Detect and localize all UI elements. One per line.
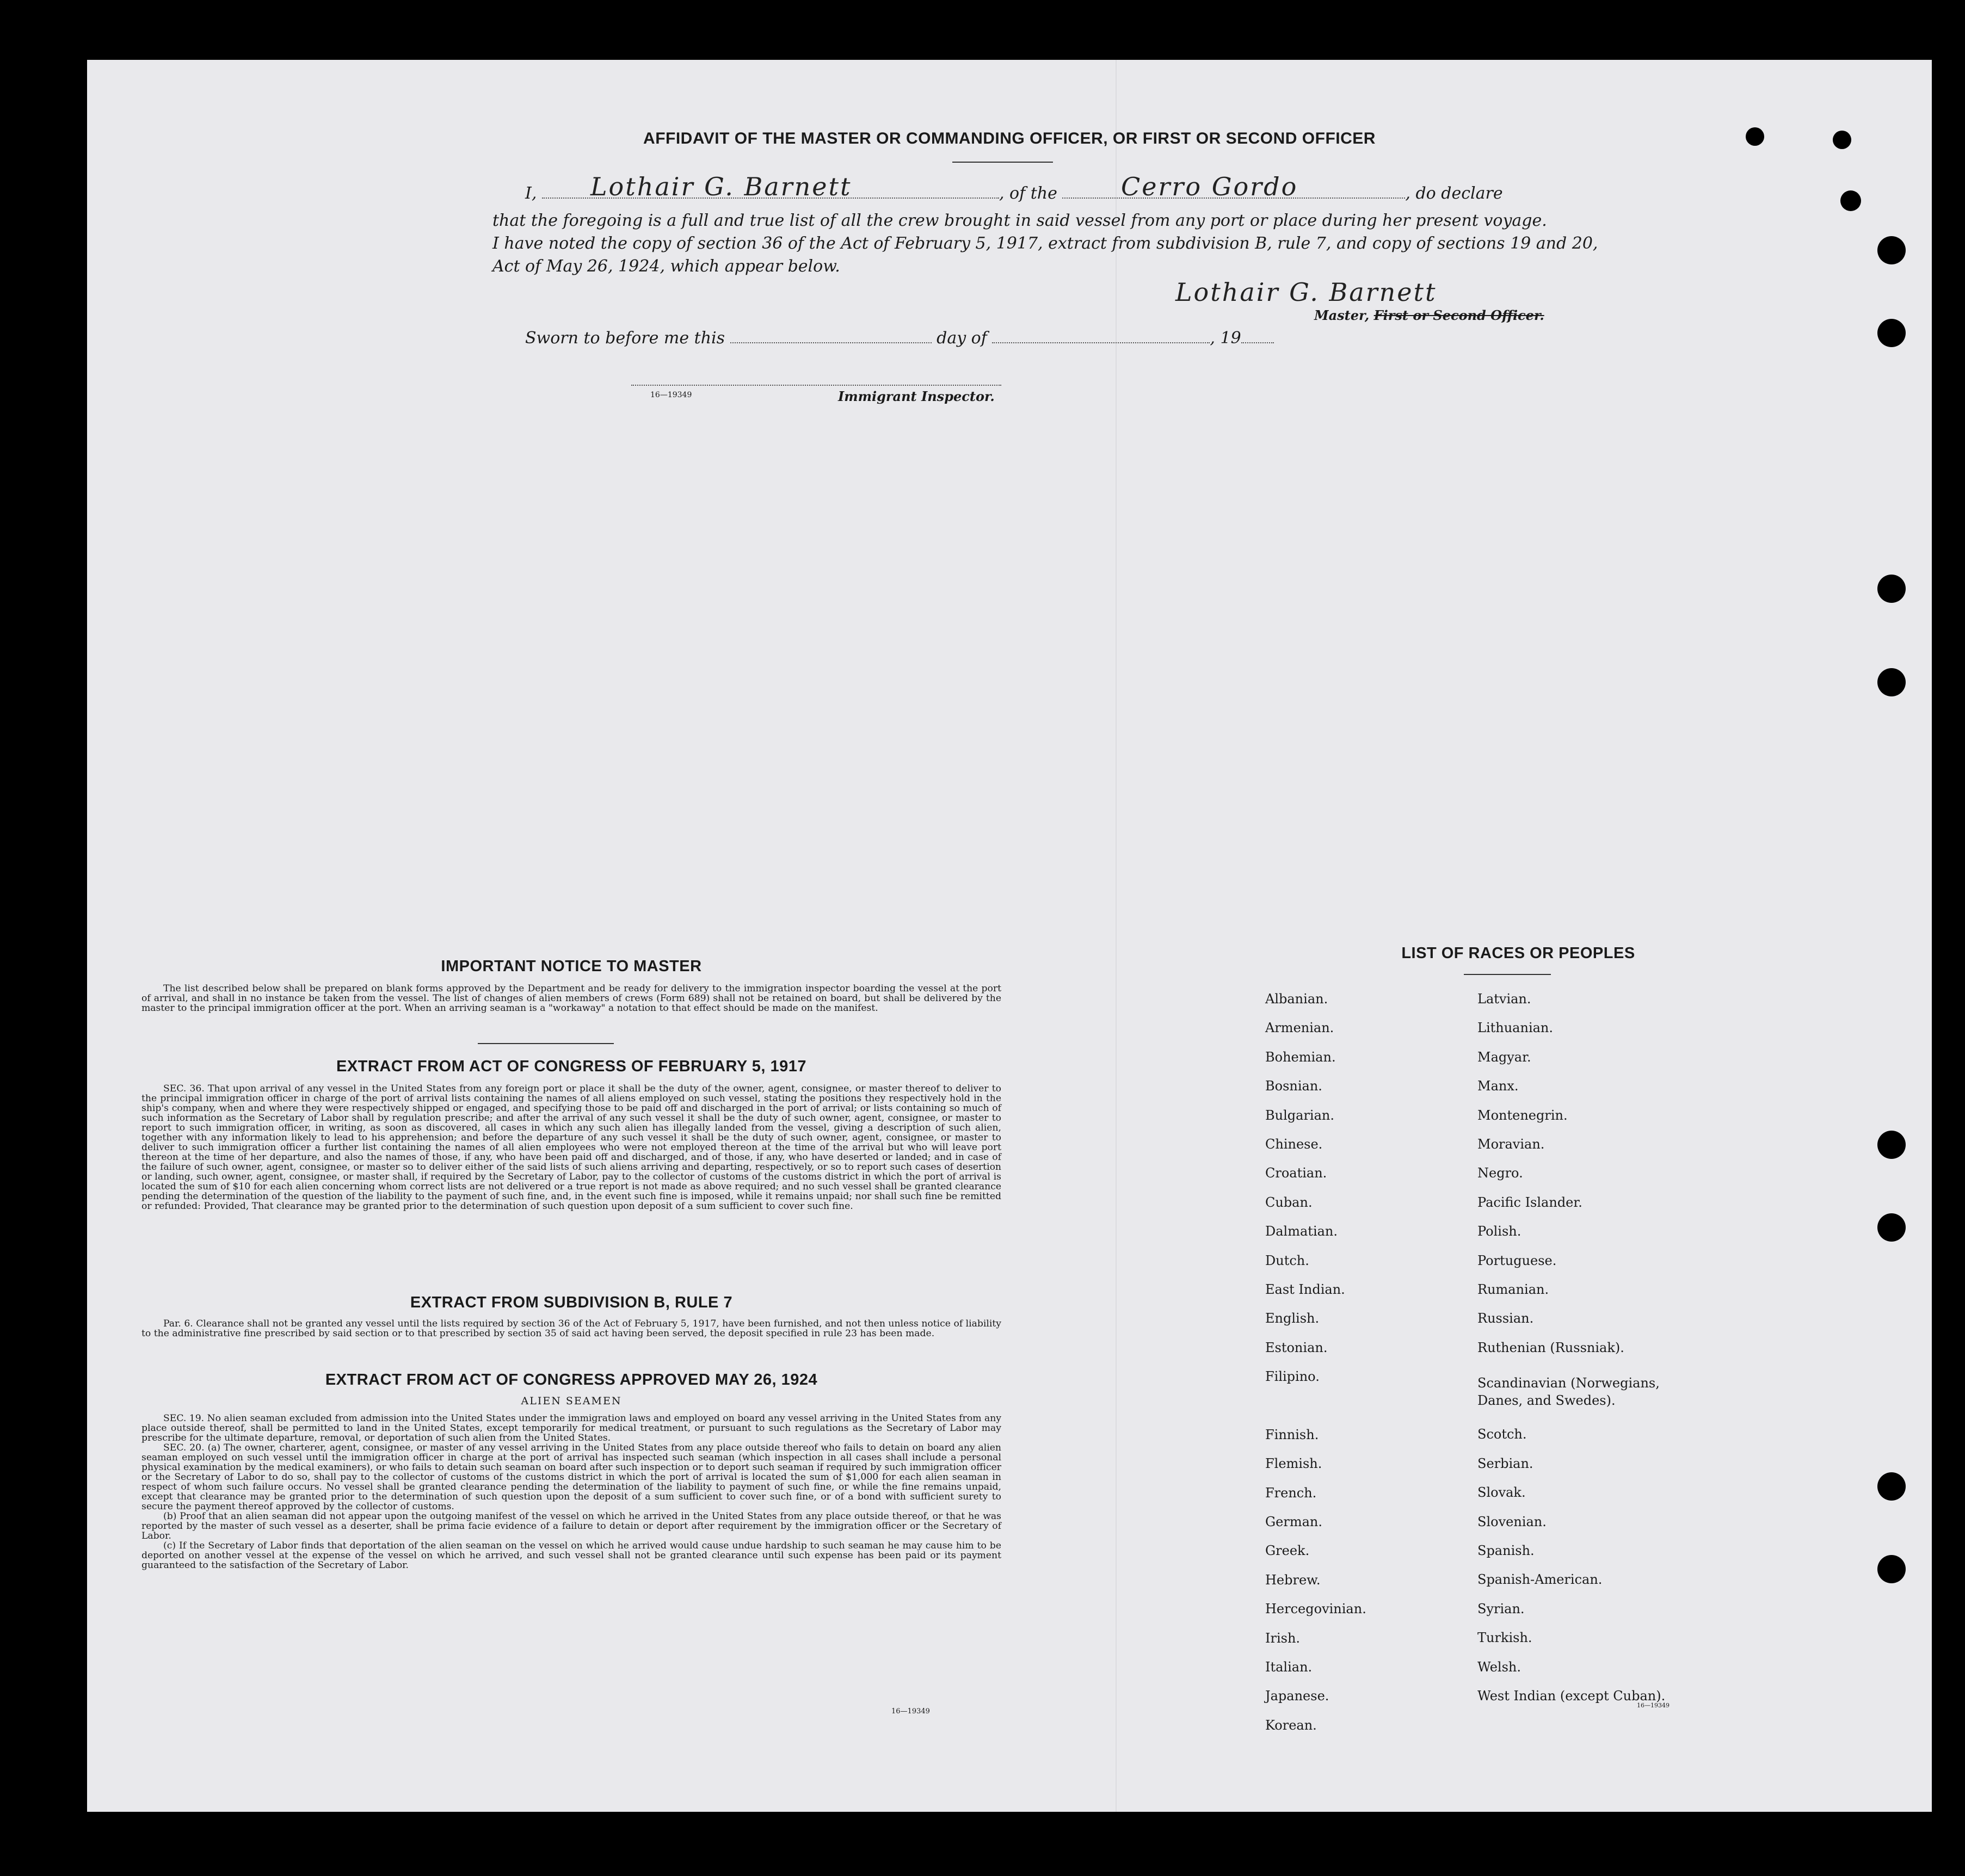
race-item: Finnish. [1265,1427,1319,1442]
race-item: Estonian. [1265,1340,1328,1355]
race-item: Irish. [1265,1630,1301,1646]
punch-hole [1877,1472,1906,1501]
race-item: Hercegovinian. [1265,1601,1366,1617]
notice-text [141,984,1001,1013]
act-1924-subtitle: ALIEN SEAMEN [521,1395,622,1407]
line1-middle: , of the [999,184,1057,203]
race-item: Rumanian. [1477,1282,1549,1298]
race-item: Spanish-American. [1477,1572,1603,1588]
sworn-month-field [992,342,1210,343]
act-1924-text [141,1414,1001,1570]
act-1917-text [141,1084,1001,1211]
sworn-day: day of [937,329,987,348]
page-fold [1116,60,1117,1812]
races-title-rule [1464,974,1551,975]
manifest-page [87,60,1932,1812]
section-rule [478,1043,614,1044]
race-item: Turkish. [1477,1630,1532,1646]
punch-hole [1840,190,1861,211]
race-item: Cuban. [1265,1194,1313,1210]
race-item: Filipino. [1265,1369,1320,1385]
race-item: Negro. [1477,1165,1523,1181]
act-1924-sec20b: (b) Proof that an alien seaman did not appear upon the outgoing manifest of the vessel on which he arrived in the United States from any place outside thereof, or that he was reported by the master of such vessel as a deserter, shall be prima facie evidence of a failure to detain or deport after requirement by the immigration officer or the Secretary of Labor. [141,1511,1001,1541]
sworn-year-field [1241,342,1274,343]
race-item: Italian. [1265,1659,1313,1675]
race-item: Scotch. [1477,1427,1527,1442]
act-1917-sec36: SEC. 36. That upon arrival of any vessel in the United States from any foreign port or place it shall be the duty of the owner, agent, consignee, or master thereof to deliver to the principal immigration officer in charge of the port of arrival lists containing the names of all aliens employed on such vessel, stating the positions they respectively hold in the ship's company, when and where they were respectively shipped or engaged, and specifying those to be paid off and discharged in the port of arrival; or lists containing so much of such information as the Secretary of Labor shall by regulation prescribe; and after the arrival of any such vessel it shall be the duty of such owner, agent, consignee, or master to report to such immigration officer, in writing, as soon as discovered, all cases in which any such alien has illegally landed from the vessel, giving a description of such alien, together with any information likely to lead to his apprehension; and before the departure of any such vessel it shall be the duty of such owner, agent, consignee, or master to deliver to such immigration officer a further list containing the names of all alien employees who were not employed thereon at the time of the arrival but who will leave port thereon at the time of her departure, and also the names of those, if any, who have been paid off and discharged, and of those, if any, who have deserted or landed; and in case of the failure of such owner, agent, consignee, or master so to deliver either of the said lists of such aliens arriving and departing, respectively, or so to report such cases of desertion or landing, such owner, agent, consignee, or master shall, if required by the Secretary of Labor, pay to the collector of customs of the customs district in which the port of arrival is located the sum of $10 for each alien concerning whom correct lists are not delivered or a true report is not made as above required; and no such vessel shall be granted clearance pending the determination of the question of the liability to the payment of such fine, and, in the event such fine is imposed, while it remains unpaid; nor shall such fine be remitted or refunded: Provided, That clearance may be granted prior to the determination of such question upon deposit of a sum sufficient to cover such fine. [141,1083,1001,1212]
race-item: Welsh. [1477,1659,1521,1675]
race-item: Magyar. [1477,1049,1531,1065]
race-item: Hebrew. [1265,1572,1321,1588]
declarant-name: Lothair G. Barnett [590,172,852,201]
race-item: Korean. [1265,1717,1317,1733]
race-item: Pacific Islander. [1477,1194,1582,1210]
race-item: Russian. [1477,1311,1534,1326]
act-1924-sec20c: (c) If the Secretary of Labor finds that deportation of the alien seaman on the vessel on which he arrived would cause undue hardship to such seaman he may cause him to be deported on another vessel at the expense of the vessel on which he arrived, and such vessel shall not be granted clearance until such expense has been paid or its payment guaranteed to the satisfaction of the Secretary of Labor. [141,1540,1001,1571]
rule7-title: EXTRACT FROM SUBDIVISION B, RULE 7 [410,1294,733,1311]
sworn-date-field [730,342,932,343]
notice-title: IMPORTANT NOTICE TO MASTER [441,958,702,975]
act-1924-sec19: SEC. 19. No alien seaman excluded from admission into the United States under the immigration laws and employed on board any vessel arriving in the United States from any place outside thereof, shall be permitted to land in the United States, except temporarily for medical treatment, or pursuant to such regulations as the Secretary of Labor may prescribe for the ultimate departure, removal, or deportation of such alien from the United States. [141,1413,1001,1443]
punch-hole [1877,575,1906,603]
master-signature: Lothair G. Barnett [1175,277,1437,307]
punch-hole [1877,668,1906,696]
punch-hole [1877,1555,1906,1583]
inspector-caption: Immigrant Inspector. [838,388,995,404]
sworn-prefix: Sworn to before me this [525,329,725,348]
act-1924-title: EXTRACT FROM ACT OF CONGRESS APPROVED MAY 26, 1924 [325,1371,818,1389]
caption-struck-officer: First or Second Officer. [1373,307,1544,323]
race-item: Bohemian. [1265,1049,1336,1065]
races-left-column [1265,985,1366,1740]
line1-suffix: , do declare [1405,184,1503,203]
affidavit-line-2: that the foregoing is a full and true list of all the crew brought in said vessel from any port or place during her present voyage. [492,211,1547,230]
vessel-name: Cerro Gordo [1121,172,1298,201]
punch-hole [1877,236,1906,264]
race-item: Slovak. [1477,1485,1526,1501]
races-title: LIST OF RACES OR PEOPLES [1401,945,1635,962]
race-item: Moravian. [1477,1137,1545,1152]
rule7-par6: Par. 6. Clearance shall not be granted any vessel until the lists required by section 36 of the Act of February 5, 1917, have been furnished, and not then unless notice of liability to the administrative fine prescribed by said section or to that prescribed by section 35 of said act having been served, the deposit specified in rule 23 has been made. [141,1318,1001,1339]
line1-prefix: I, [525,184,537,203]
race-item: Latvian. [1477,991,1531,1007]
race-item: Greek. [1265,1543,1310,1559]
affidavit-form-number: 16—19349 [650,391,692,399]
sworn-year: , 19 [1210,329,1241,348]
races-form-number: 16—19349 [1637,1702,1670,1709]
race-item: West Indian (except Cuban). [1477,1688,1666,1704]
race-item: Slovenian. [1477,1514,1547,1529]
race-item: Chinese. [1265,1137,1323,1152]
punch-hole [1877,1131,1906,1159]
race-item: Flemish. [1265,1456,1322,1472]
race-item: German. [1265,1514,1322,1529]
inspector-signature-line [631,385,1001,386]
race-item: Japanese. [1265,1688,1329,1704]
race-item: Croatian. [1265,1165,1327,1181]
races-right-column [1477,985,1665,1711]
race-item: Manx. [1477,1078,1519,1094]
affidavit-title: AFFIDAVIT OF THE MASTER OR COMMANDING OFFICER, OR FIRST OR SECOND OFFICER [643,129,1376,147]
punch-hole [1877,319,1906,347]
race-item: Serbian. [1477,1455,1533,1471]
race-item: East Indian. [1265,1282,1345,1298]
race-item: Dutch. [1265,1252,1309,1268]
caption-master: Master, [1314,307,1370,323]
punch-hole [1877,1213,1906,1242]
act-1924-form-number: 16—19349 [891,1707,930,1715]
signature-caption [1314,307,1544,323]
act-1924-sec20a: SEC. 20. (a) The owner, charterer, agent, consignee, or master of any vessel arriving in the United States from any place outside thereof who fails to detain on board any alien seaman employed on such vessel until the immigration officer in charge at the port of arrival has inspected such seaman (which inspection in all cases shall include a personal physical examination by the medical examiners), or who fails to detain such seaman on board after such inspection or to deport such seaman if required by such immigration officer or the Secretary of Labor to do so, shall pay to the collector of customs of the customs district in which the port of arrival is located the sum of $1,000 for each alien seaman in respect of whom such failure occurs. No vessel shall be granted clearance pending the determination of the liability to payment of such fine, or while the fine remains unpaid, except that clearance may be granted prior to the determination of such question upon the deposit of a sum sufficient to cover such fine, or of a bond with sufficient surety to secure the payment thereof approved by the collector of customs. [141,1442,1001,1512]
race-item: Polish. [1477,1224,1522,1239]
race-item: Portuguese. [1477,1252,1557,1268]
act-1917-title: EXTRACT FROM ACT OF CONGRESS OF FEBRUARY 5, 1917 [336,1058,807,1075]
race-item: Albanian. [1265,991,1328,1007]
race-item: Lithuanian. [1477,1020,1554,1036]
sworn-line [525,329,1274,348]
race-item: Dalmatian. [1265,1224,1338,1239]
race-item: Bulgarian. [1265,1107,1334,1123]
race-item: English. [1265,1311,1320,1326]
race-item: Scandinavian (Norwegians, [1477,1375,1660,1391]
affidavit-line-3: I have noted the copy of section 36 of the Act of February 5, 1917, extract from subdivision B, rule 7, and copy of sections 19 and 20, [492,234,1598,253]
notice-paragraph: The list described below shall be prepared on blank forms approved by the Department and be ready for delivery to the immigration inspector boarding the vessel at the port of arrival, and shall in no instance be taken from the vessel. The list of changes of alien members of crews (Form 689) shall not be retained on board, but shall be delivered by the master to the principal immigration officer at the port. When an arriving seaman is a "workaway" a notation to that effect should be made on the manifest. [141,983,1001,1014]
race-item: French. [1265,1485,1317,1501]
race-item: Ruthenian (Russniak). [1477,1340,1624,1355]
race-item: Danes, and Swedes). [1477,1393,1616,1409]
rule7-text [141,1319,1001,1338]
race-item: Bosnian. [1265,1078,1322,1094]
race-item: Armenian. [1265,1020,1334,1036]
race-item: Syrian. [1477,1601,1525,1616]
affidavit-line-4: Act of May 26, 1924, which appear below. [492,257,840,276]
race-item: Spanish. [1477,1542,1535,1558]
race-item: Montenegrin. [1477,1107,1568,1123]
title-rule [952,162,1053,163]
